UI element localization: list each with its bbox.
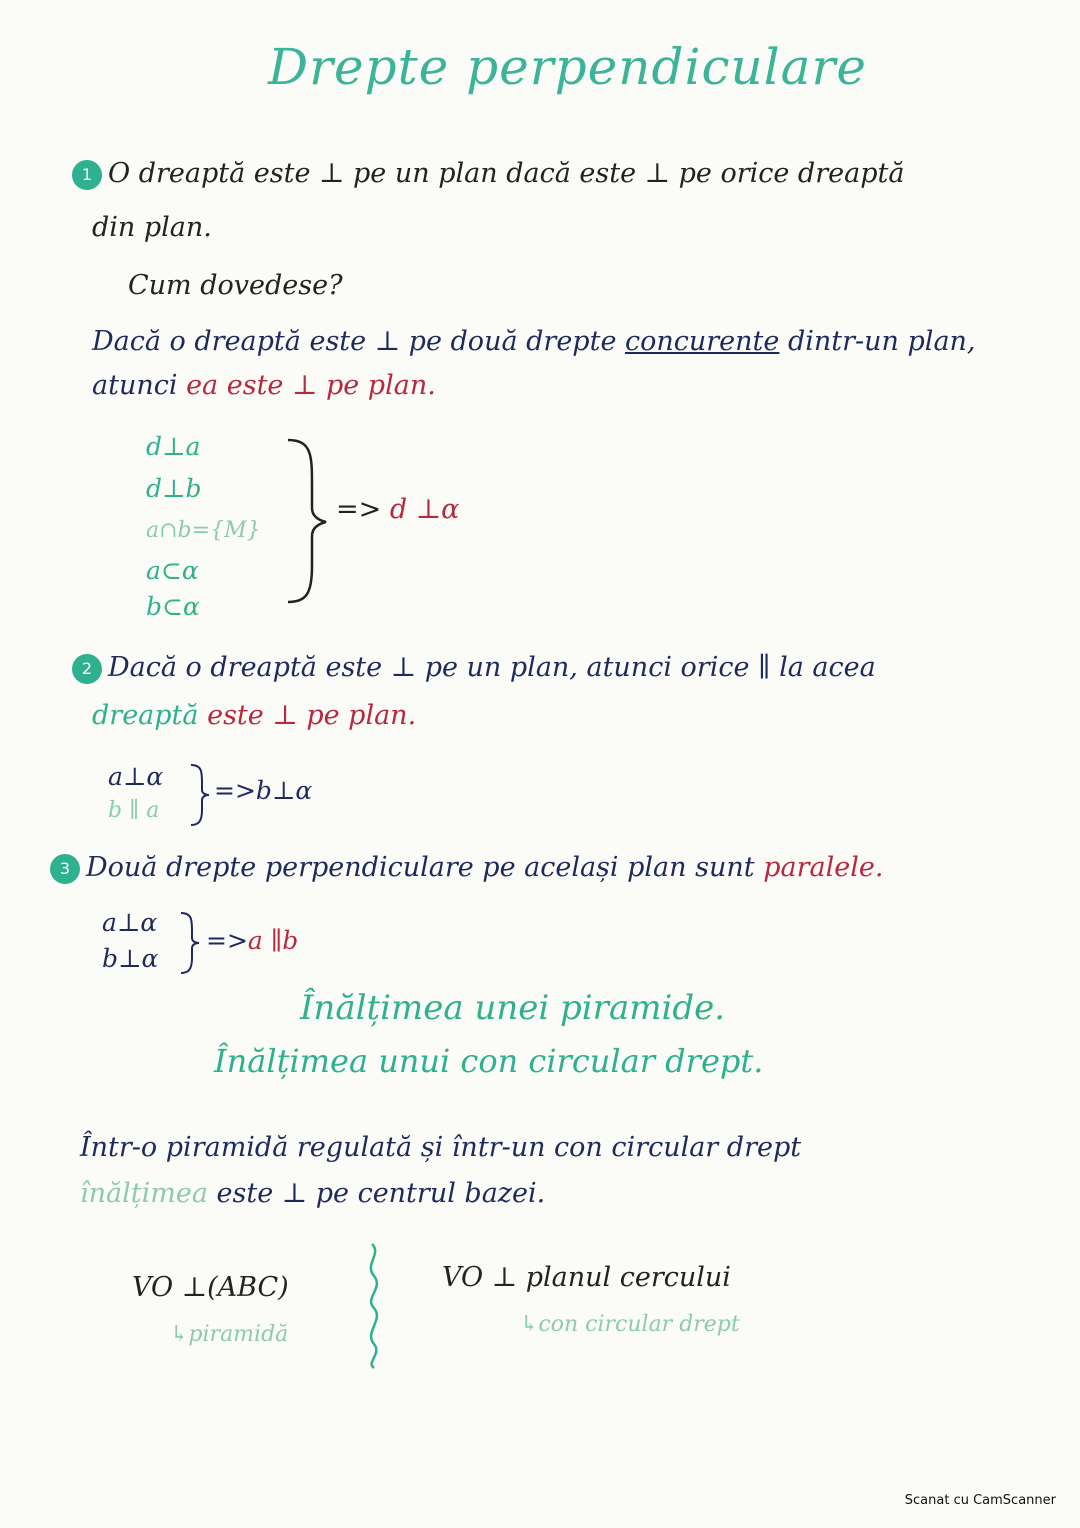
section3-conclusion: a ∥b bbox=[247, 926, 299, 955]
section1-number: 1 bbox=[72, 160, 102, 190]
curly-brace-icon bbox=[178, 910, 202, 976]
condition-2: d⊥b bbox=[146, 474, 202, 503]
condition-5: b⊂α bbox=[146, 592, 200, 621]
section4-line1: Într-o piramidă regulată și într-un con circular drept bbox=[80, 1132, 802, 1163]
condition-3: a∩b={M} bbox=[146, 518, 261, 543]
section3-number: 3 bbox=[50, 854, 80, 884]
section3-line-b: paralele. bbox=[763, 852, 884, 883]
section2-line2-a: dreaptă bbox=[92, 700, 208, 731]
implies-arrow-3: => bbox=[206, 926, 248, 955]
section2-condition-2: b ∥ a bbox=[108, 798, 160, 823]
section2-conclusion: b⊥α bbox=[255, 776, 313, 805]
section4-left-note: ↳piramidă bbox=[170, 1322, 289, 1347]
curly-brace-icon bbox=[282, 436, 332, 606]
section1-result bbox=[336, 494, 459, 525]
section1-line1 bbox=[72, 158, 904, 190]
section3-line bbox=[50, 852, 883, 884]
section4-left-formula: VO ⊥(ABC) bbox=[132, 1272, 289, 1303]
section1-answer-line2 bbox=[92, 370, 436, 401]
section1-question: Cum dovedese? bbox=[128, 270, 343, 301]
page-title: Drepte perpendiculare bbox=[268, 38, 867, 96]
section1-line2: din plan. bbox=[92, 212, 212, 243]
section1-answer-line2-a: atunci bbox=[92, 370, 187, 401]
heading2-line1: Înălțimea unei piramide. bbox=[300, 988, 726, 1028]
heading2-line2: Înălțimea unui con circular drept. bbox=[214, 1042, 764, 1080]
section3-condition-2: b⊥α bbox=[102, 944, 159, 973]
section4-right-note: ↳con circular drept bbox=[520, 1312, 740, 1337]
section1-conclusion: d ⊥α bbox=[389, 494, 460, 525]
section4-right-formula: VO ⊥ planul cercului bbox=[442, 1262, 731, 1293]
section2-condition-1: a⊥α bbox=[108, 762, 164, 791]
section1-answer-part1: Dacă o dreaptă este ⊥ pe două drepte bbox=[92, 326, 625, 357]
section1-answer-underlined: concurente bbox=[625, 326, 780, 357]
section3-condition-1: a⊥α bbox=[102, 908, 158, 937]
condition-1: d⊥a bbox=[146, 432, 201, 461]
section4-line2 bbox=[80, 1178, 545, 1209]
condition-4: a⊂α bbox=[146, 556, 199, 585]
section2-line1-b: dreaptă este ⊥ pe un plan, atunci orice ∥ la acea bbox=[210, 652, 876, 683]
wavy-divider-icon bbox=[360, 1240, 390, 1370]
section4-line2-b: este ⊥ pe centrul bazei. bbox=[207, 1178, 546, 1209]
section2-line1 bbox=[72, 652, 876, 684]
curly-brace-icon bbox=[188, 762, 212, 828]
implies-arrow-2: => bbox=[214, 776, 256, 805]
section1-answer-line1 bbox=[92, 326, 976, 357]
section1-text1: O dreaptă este ⊥ pe un plan dacă este ⊥ pe orice dreaptă bbox=[108, 158, 905, 189]
section1-answer-line2-b: ea este ⊥ pe plan. bbox=[186, 370, 436, 401]
section2-number: 2 bbox=[72, 654, 102, 684]
section2-line2 bbox=[92, 700, 416, 731]
section2-line1-a: Dacă o bbox=[108, 652, 211, 683]
scanner-watermark: Scanat cu CamScanner bbox=[904, 1493, 1056, 1508]
section3-result bbox=[206, 926, 298, 955]
section2-result bbox=[214, 776, 312, 805]
implies-arrow-1: => bbox=[336, 494, 382, 525]
section3-line-a: Două drepte perpendiculare pe același plan sunt bbox=[86, 852, 764, 883]
section1-answer-part2: dintr-un plan, bbox=[779, 326, 976, 357]
section4-line2-a: înălțimea bbox=[80, 1178, 208, 1209]
section2-line2-b: este ⊥ pe plan. bbox=[207, 700, 417, 731]
